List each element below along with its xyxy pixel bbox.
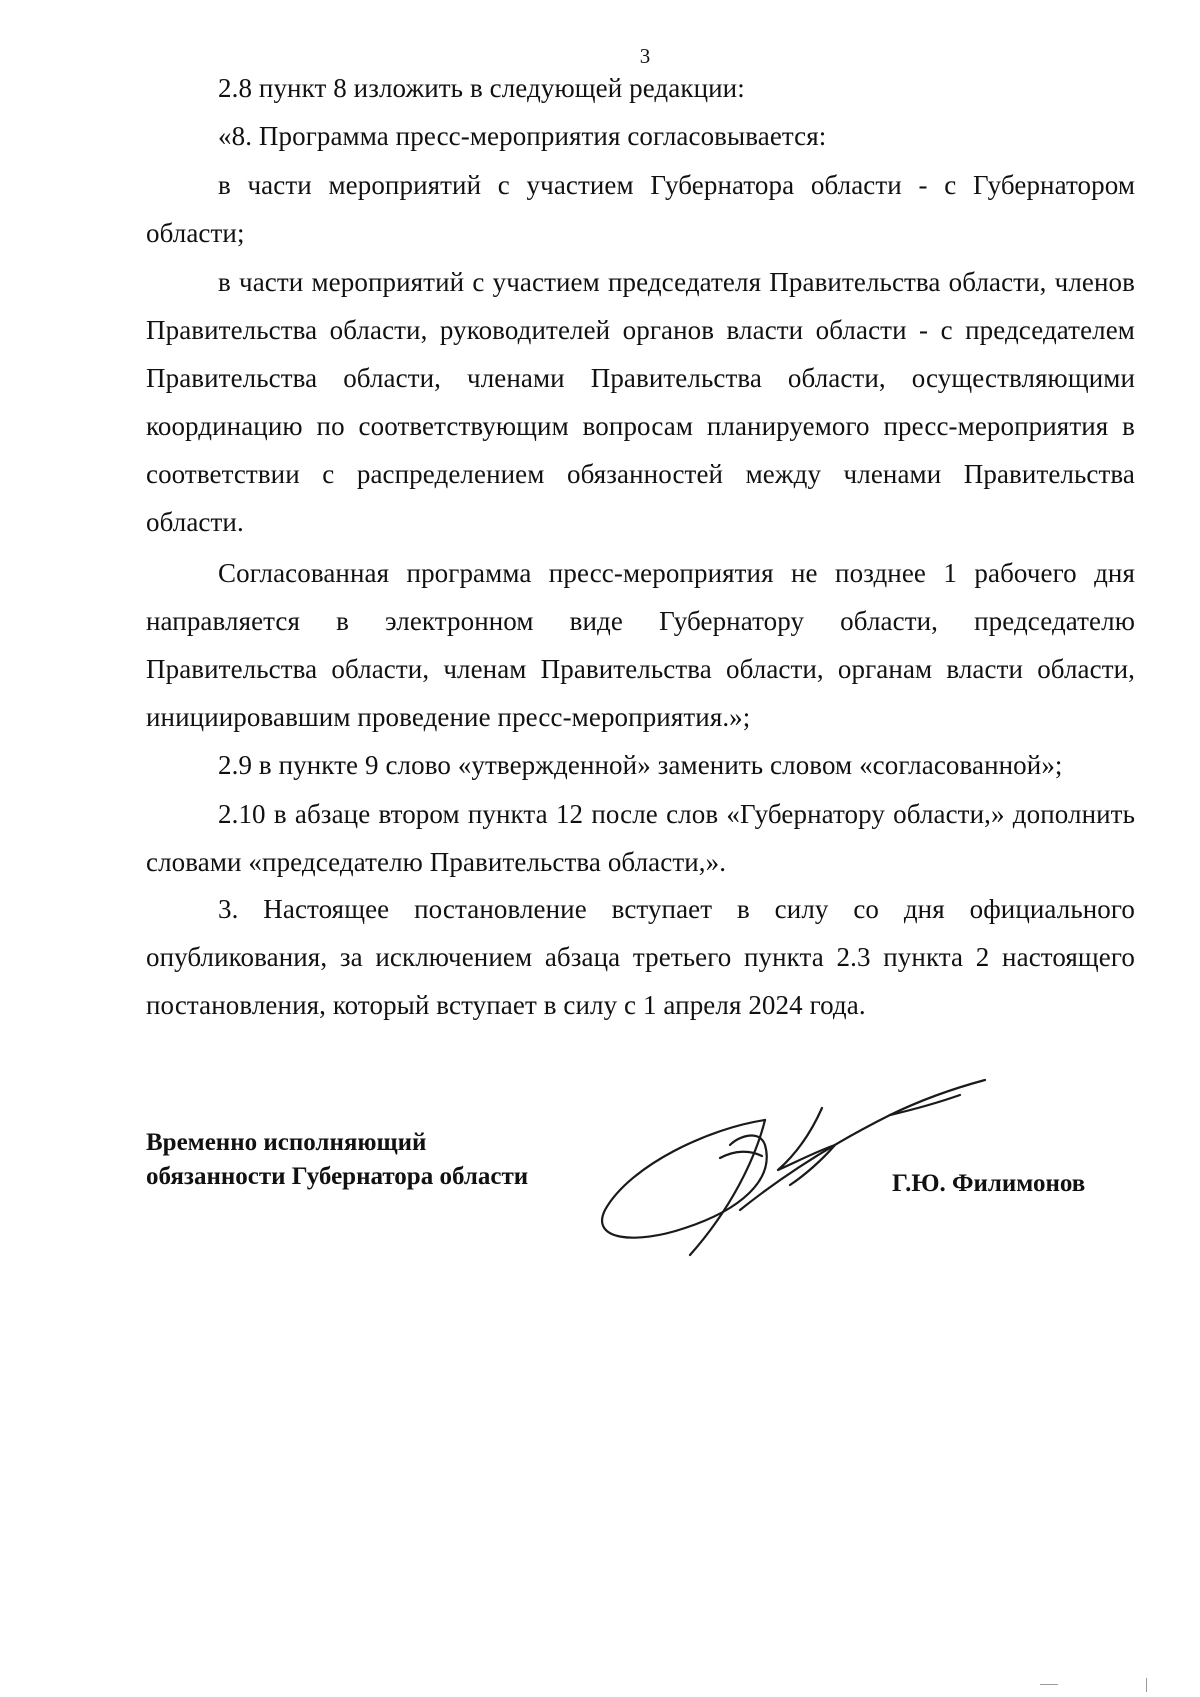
paragraph-2-8: 2.8 пункт 8 изложить в следующей редакции: xyxy=(218,73,745,103)
paragraph-quote-8: «8. Программа пресс-мероприятия согласовывается: xyxy=(218,121,827,151)
page-number: 3 xyxy=(639,44,651,68)
paragraph-governor-events: в части мероприятий с участием Губернатора области - с Губернатором области; xyxy=(146,170,1135,248)
paragraph-3-effective-date: 3. Настоящее постановление вступает в силу со дня официального опубликования, за исключением абзаца третьего пункта 2.3 пункта 2 настоящего постановления, который вступает в силу с 1 апреля 2024 года. xyxy=(146,894,1135,1020)
signatory-name: Г.Ю. Филимонов xyxy=(892,1170,1086,1197)
paragraph-2-10: 2.10 в абзаце втором пункта 12 после слов «Губернатору области,» дополнить словами «председателю Правительства области,». xyxy=(146,799,1135,877)
paragraph-government-events: в части мероприятий с участием председателя Правительства области, членов Правительства области, руководителей органов власти области - с председателем Правительства области, членами Правительства области, осуществляющими координацию по соответствующим вопросам планируемого пресс-мероприятия в соответствии с распределением обязанностей между членами Правительства области. xyxy=(146,267,1135,537)
paragraph-2-9: 2.9 в пункте 9 слово «утвержденной» заменить словом «согласованной»; xyxy=(218,750,1063,780)
signatory-position xyxy=(146,1126,528,1194)
scan-edge-mark-2 xyxy=(1040,1684,1058,1685)
handwritten-signature xyxy=(590,1050,1010,1270)
signatory-position-line-2: обязанности Губернатора области xyxy=(146,1163,529,1190)
signatory-position-line-1: Временно исполняющий xyxy=(146,1129,427,1156)
scan-edge-mark xyxy=(1146,1678,1147,1692)
paragraph-approved-program: Согласованная программа пресс-мероприятия не позднее 1 рабочего дня направляется в электронном виде Губернатору области, председателю Правительства области, членам Правительства области, органам власти области, инициировавшим проведение пресс-мероприятия.»; xyxy=(146,558,1135,732)
